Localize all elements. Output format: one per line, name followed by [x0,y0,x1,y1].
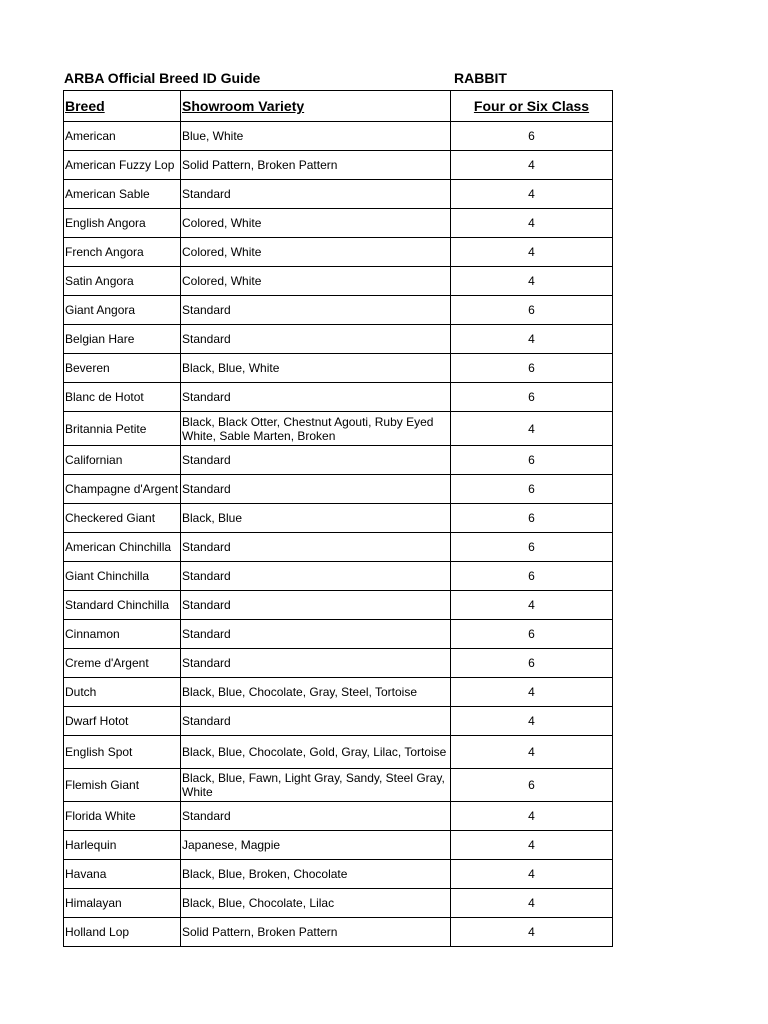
breed-table [63,90,613,947]
breed-cell: Standard Chinchilla [64,591,181,620]
class-cell: 4 [451,267,613,296]
variety-cell: Colored, White [181,209,451,238]
table-row [64,383,613,412]
class-cell: 4 [451,238,613,267]
class-cell: 4 [451,412,613,446]
table-row [64,831,613,860]
class-cell: 4 [451,918,613,947]
variety-cell: Solid Pattern, Broken Pattern [181,151,451,180]
table-row [64,267,613,296]
breed-cell: English Spot [64,736,181,769]
variety-cell: Standard [181,296,451,325]
breed-cell: Beveren [64,354,181,383]
class-cell: 4 [451,209,613,238]
table-row [64,504,613,533]
variety-cell: Black, Black Otter, Chestnut Agouti, Ruby Eyed White, Sable Marten, Broken [181,412,451,446]
class-cell: 4 [451,860,613,889]
class-cell: 4 [451,591,613,620]
breed-cell: Florida White [64,802,181,831]
variety-cell: Solid Pattern, Broken Pattern [181,918,451,947]
table-row [64,649,613,678]
breed-cell: Himalayan [64,889,181,918]
class-cell: 4 [451,180,613,209]
breed-cell: Britannia Petite [64,412,181,446]
table-row [64,325,613,354]
variety-cell: Standard [181,802,451,831]
breed-cell: Giant Chinchilla [64,562,181,591]
variety-cell: Standard [181,383,451,412]
breed-cell: Flemish Giant [64,769,181,802]
breed-cell: Blanc de Hotot [64,383,181,412]
table-row [64,769,613,802]
breed-cell: Giant Angora [64,296,181,325]
class-cell: 6 [451,354,613,383]
column-header-breed: Breed [64,91,181,122]
breed-cell: Cinnamon [64,620,181,649]
class-cell: 6 [451,446,613,475]
column-header-class: Four or Six Class [451,91,613,122]
table-row [64,209,613,238]
variety-cell: Standard [181,649,451,678]
variety-cell: Standard [181,620,451,649]
variety-cell: Black, Blue, Fawn, Light Gray, Sandy, Steel Gray, White [181,769,451,802]
class-cell: 4 [451,678,613,707]
table-row [64,918,613,947]
variety-cell: Standard [181,325,451,354]
variety-cell: Black, Blue [181,504,451,533]
table-row [64,562,613,591]
class-cell: 4 [451,736,613,769]
table-row [64,889,613,918]
table-row [64,620,613,649]
class-cell: 6 [451,475,613,504]
table-row [64,238,613,267]
table-row [64,354,613,383]
variety-cell: Japanese, Magpie [181,831,451,860]
table-row [64,446,613,475]
variety-cell: Standard [181,707,451,736]
class-cell: 6 [451,122,613,151]
class-cell: 6 [451,769,613,802]
table-row [64,122,613,151]
breed-cell: French Angora [64,238,181,267]
breed-cell: Dwarf Hotot [64,707,181,736]
class-cell: 6 [451,296,613,325]
table-row [64,591,613,620]
table-row [64,707,613,736]
table-row [64,802,613,831]
breed-cell: American Fuzzy Lop [64,151,181,180]
variety-cell: Black, Blue, White [181,354,451,383]
breed-cell: American Chinchilla [64,533,181,562]
class-cell: 4 [451,707,613,736]
breed-cell: Checkered Giant [64,504,181,533]
breed-cell: Creme d'Argent [64,649,181,678]
class-cell: 6 [451,383,613,412]
table-body [64,122,613,947]
class-cell: 4 [451,889,613,918]
variety-cell: Black, Blue, Chocolate, Lilac [181,889,451,918]
variety-cell: Colored, White [181,238,451,267]
variety-cell: Standard [181,533,451,562]
class-cell: 6 [451,504,613,533]
breed-cell: Champagne d'Argent [64,475,181,504]
breed-cell: Harlequin [64,831,181,860]
class-cell: 6 [451,562,613,591]
variety-cell: Standard [181,591,451,620]
table-row [64,180,613,209]
breed-cell: Satin Angora [64,267,181,296]
class-cell: 4 [451,831,613,860]
breed-cell: Dutch [64,678,181,707]
variety-cell: Standard [181,446,451,475]
variety-cell: Standard [181,180,451,209]
table-row [64,533,613,562]
breed-cell: Havana [64,860,181,889]
breed-cell: American Sable [64,180,181,209]
breed-cell: Belgian Hare [64,325,181,354]
class-cell: 4 [451,325,613,354]
breed-cell: Holland Lop [64,918,181,947]
document-title: ARBA Official Breed ID Guide [64,70,261,86]
table-row [64,296,613,325]
class-cell: 6 [451,620,613,649]
breed-cell: Californian [64,446,181,475]
variety-cell: Standard [181,562,451,591]
variety-cell: Black, Blue, Chocolate, Gray, Steel, Tortoise [181,678,451,707]
variety-cell: Black, Blue, Broken, Chocolate [181,860,451,889]
table-row [64,151,613,180]
table-header-row [64,91,613,122]
variety-cell: Blue, White [181,122,451,151]
table-row [64,412,613,446]
variety-cell: Standard [181,475,451,504]
table-row [64,678,613,707]
class-cell: 4 [451,802,613,831]
class-cell: 6 [451,533,613,562]
class-cell: 6 [451,649,613,678]
column-header-variety: Showroom Variety [181,91,451,122]
table-row [64,736,613,769]
document-subtitle: RABBIT [454,70,507,86]
variety-cell: Colored, White [181,267,451,296]
breed-cell: American [64,122,181,151]
breed-cell: English Angora [64,209,181,238]
variety-cell: Black, Blue, Chocolate, Gold, Gray, Lilac, Tortoise [181,736,451,769]
table-row [64,860,613,889]
class-cell: 4 [451,151,613,180]
table-row [64,475,613,504]
